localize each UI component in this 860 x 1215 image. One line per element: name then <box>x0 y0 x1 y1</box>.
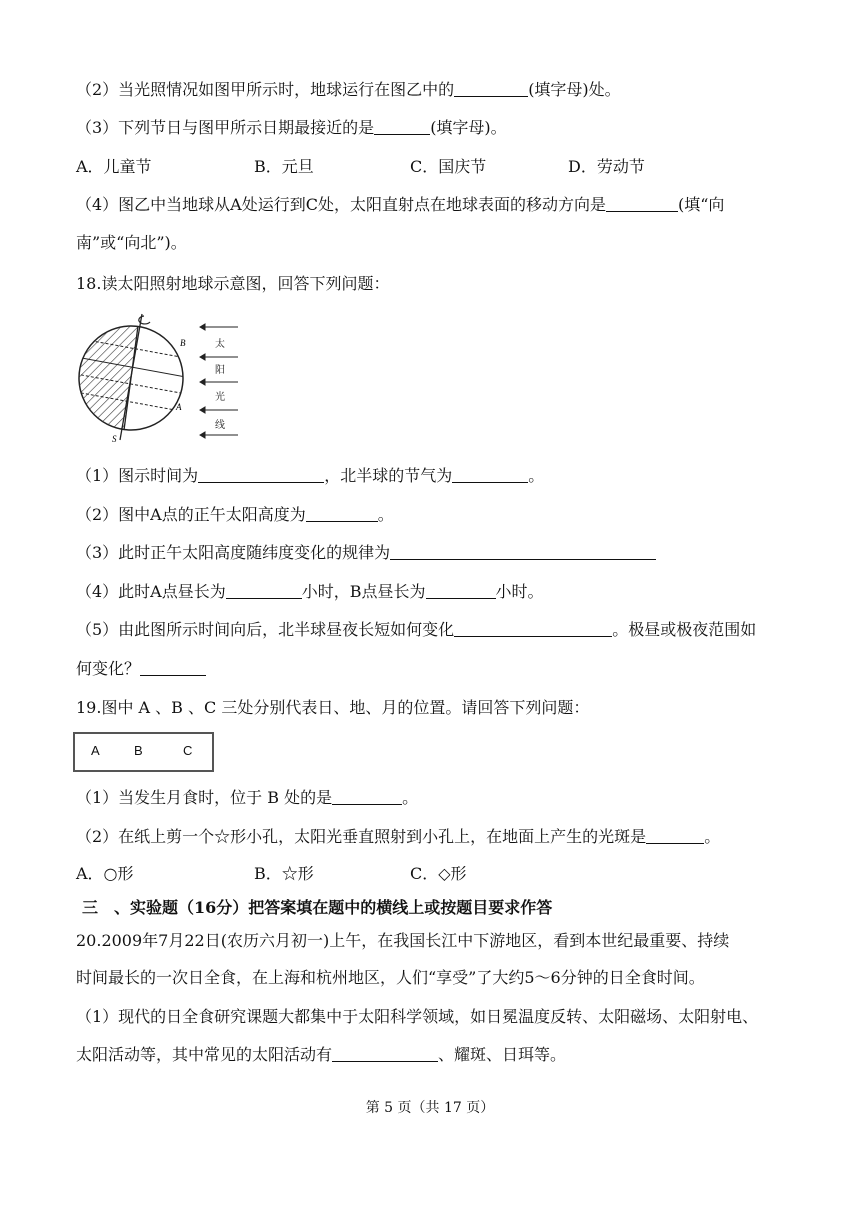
q20-line1: 20.2009年7月22日(农历六月初一)上午，在我国长江中下游地区，看到本世纪最重要、持续 <box>76 931 730 950</box>
q18-part1: （1）图示时间为 ，北半球的节气为 。 <box>76 466 545 485</box>
answer-blank[interactable] <box>374 118 430 135</box>
q20-line2: 时间最长的一次日全食，在上海和杭州地区，人们“享受”了大约5～6分钟的日全食时间。 <box>76 968 705 987</box>
point-s-label: S <box>112 434 117 444</box>
answer-blank[interactable] <box>332 788 402 805</box>
answer-blank[interactable] <box>306 505 378 522</box>
q18-part3: （3）此时正午太阳高度随纬度变化的规律为 <box>76 542 656 564</box>
answer-blank[interactable] <box>606 195 678 212</box>
answer-blank[interactable] <box>140 659 206 676</box>
q17-part4-cont: 南”或“向北”)。 <box>76 233 187 252</box>
answer-blank[interactable] <box>390 543 656 560</box>
answer-blank[interactable] <box>426 582 496 599</box>
svg-text:光: 光 <box>215 392 225 403</box>
q19-option-b: B．☆形 <box>254 864 314 883</box>
q18-part4: （4）此时A点昼长为 小时，B点昼长为 小时。 <box>76 582 544 601</box>
q17-option-c: C．国庆节 <box>410 157 487 176</box>
answer-blank[interactable] <box>454 80 528 97</box>
position-b-label: B <box>134 743 143 758</box>
point-a-label: A <box>176 402 182 412</box>
q18-part5-cont: 何变化？ <box>76 658 206 680</box>
position-c-label: C <box>183 743 193 758</box>
q20-part1: （1）现代的日全食研究课题大都集中于太阳科学领域，如日冕温度反转、太阳磁场、太阳射电、 <box>76 1007 759 1026</box>
q20-part1-cont: 太阳活动等，其中常见的太阳活动有 、耀斑、日珥等。 <box>76 1045 567 1064</box>
q19-option-c: C．◇形 <box>410 864 467 883</box>
q17-option-b: B．元旦 <box>254 157 314 176</box>
position-a-label: A <box>91 743 100 758</box>
q17-option-a: A．儿童节 <box>76 157 152 176</box>
q17-part4: （4）图乙中当地球从A处运行到C处，太阳直射点在地球表面的移动方向是 (填“向 <box>76 195 725 214</box>
answer-blank[interactable] <box>646 827 704 844</box>
answer-blank[interactable] <box>454 620 612 637</box>
q19-stem: 19.图中 A 、B 、C 三处分别代表日、地、月的位置。请回答下列问题： <box>76 698 590 717</box>
q19-part1: （1）当发生月食时，位于 B 处的是 。 <box>76 788 419 807</box>
sunlight-earth-diagram <box>76 312 246 444</box>
section-3-title: 三 、实验题（16分）把答案填在题中的横线上或按题目要求作答 <box>82 898 553 917</box>
q17-option-d: D．劳动节 <box>568 157 645 176</box>
answer-blank[interactable] <box>198 466 324 483</box>
q18-part2: （2）图中A点的正午太阳高度为 。 <box>76 505 394 524</box>
q18-part5: （5）由此图所示时间向后，北半球昼夜长短如何变化 。极昼或极夜范围如 <box>76 620 757 639</box>
q17-part2: （2）当光照情况如图甲所示时，地球运行在图乙中的 (填字母)处。 <box>76 80 621 99</box>
answer-blank[interactable] <box>332 1045 438 1062</box>
svg-text:阳: 阳 <box>215 365 225 376</box>
sunlight-label <box>215 337 225 431</box>
positions-box <box>73 732 214 772</box>
svg-text:太: 太 <box>215 339 225 350</box>
q19-part2: （2）在纸上剪一个☆形小孔，太阳光垂直照射到小孔上，在地面上产生的光斑是 。 <box>76 827 721 846</box>
point-b-label: B <box>180 338 186 348</box>
q18-stem: 18.读太阳照射地球示意图，回答下列问题： <box>76 274 390 293</box>
page-footer: 第 5 页（共 17 页） <box>365 1100 495 1116</box>
svg-text:线: 线 <box>215 420 225 431</box>
answer-blank[interactable] <box>226 582 302 599</box>
q17-part3: （3）下列节日与图甲所示日期最接近的是 (填字母)。 <box>76 118 507 137</box>
q19-option-a: A．○形 <box>76 864 134 883</box>
answer-blank[interactable] <box>452 466 528 483</box>
